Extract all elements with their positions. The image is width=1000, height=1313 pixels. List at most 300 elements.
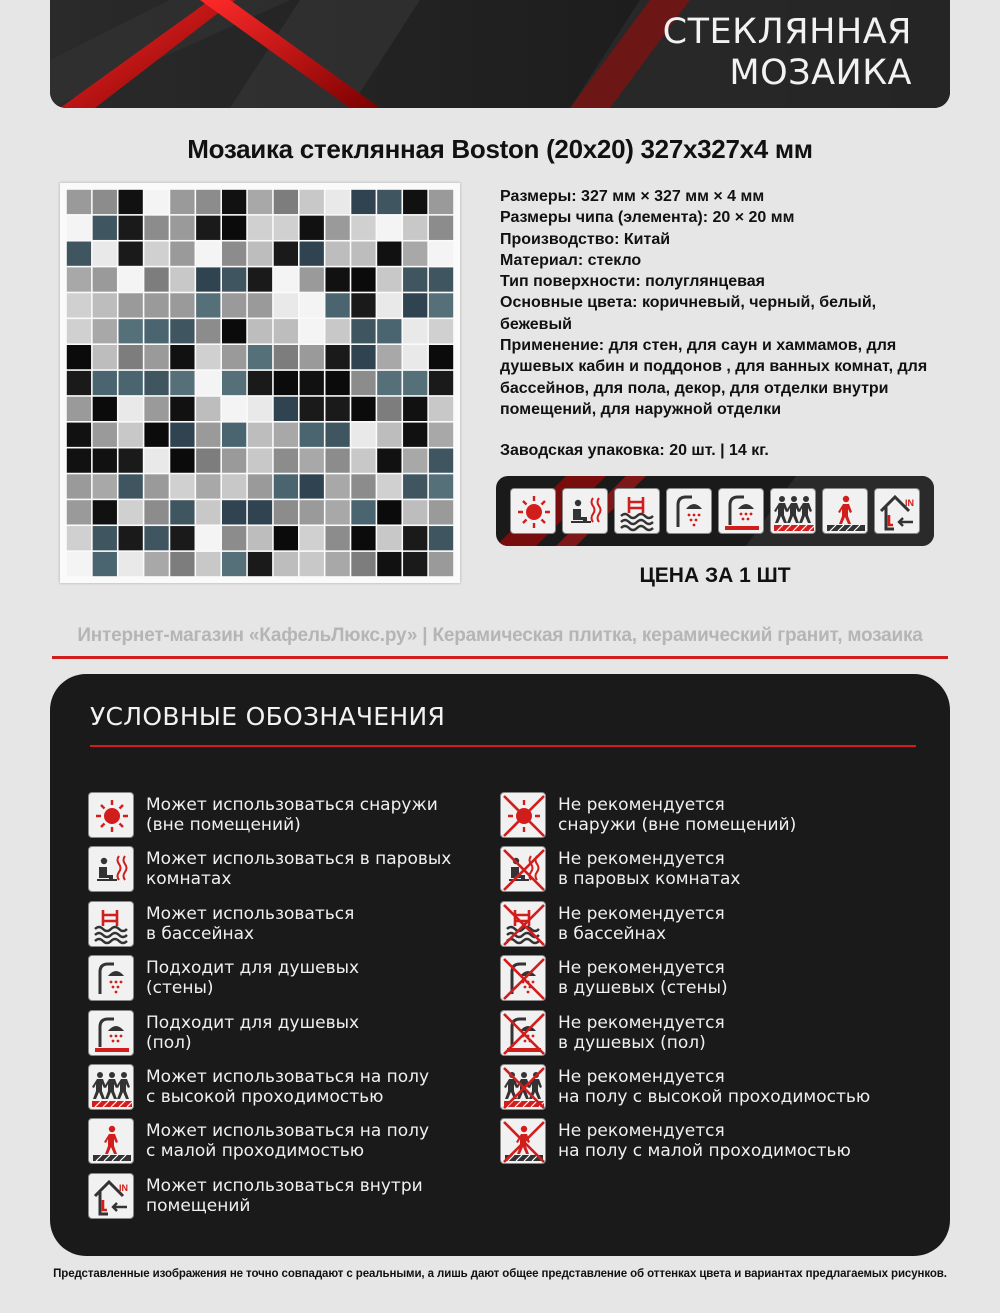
legend-text: Не рекомендуется снаружи (вне помещений) [558,795,797,835]
mosaic-chip [377,293,401,317]
mosaic-chip [325,345,349,369]
mosaic-chip [67,500,91,524]
mosaic-chip [170,242,194,266]
mosaic-chip [300,345,324,369]
legend-text: Не рекомендуется в душевых (пол) [558,1012,725,1053]
mosaic-chip [300,526,324,550]
mosaic-chip [300,448,324,472]
mosaic-chip [196,293,220,317]
mosaic-chip [325,190,349,214]
legend-text: Может использоваться в паровых комнатах [146,849,452,890]
mosaic-chip [170,319,194,343]
mosaic-chip [222,345,246,369]
mosaic-chip [351,397,375,421]
spec-line: бассейнов, для пола, декор, для отделки внутри [500,379,889,397]
mosaic-chip [429,526,453,550]
mosaic-chip [351,423,375,447]
legend-not-recommended-column [500,792,870,1173]
legend-item [500,1118,870,1172]
mosaic-chip [144,371,168,395]
spec-line: Материал: стекло [500,251,642,269]
mosaic-chip [274,267,298,291]
mosaic-chip [300,216,324,240]
mosaic-chip [170,345,194,369]
mosaic-chip [300,190,324,214]
mosaic-chip [300,397,324,421]
mosaic-chip [222,526,246,550]
mosaic-chip [222,190,246,214]
mosaic-chip [144,474,168,498]
mosaic-chip [403,242,427,266]
mosaic-chip [403,526,427,550]
mosaic-chip [170,448,194,472]
mosaic-chip [429,552,453,576]
mosaic-chip [196,267,220,291]
mosaic-chip [196,242,220,266]
legend-item [500,846,870,900]
mosaic-chip [377,319,401,343]
mosaic-chip [248,242,272,266]
spec-line: душевых кабин и поддонов , для ванных комнат, для [500,358,928,376]
mosaic-chip [93,500,117,524]
mosaic-chip [403,448,427,472]
mosaic-chip [196,397,220,421]
mosaic-chip [196,345,220,369]
mosaic-chip [196,500,220,524]
not-recommended-low-traffic-floor-icon [500,1118,546,1164]
mosaic-chip [377,423,401,447]
mosaic-chip [274,474,298,498]
mosaic-chip [170,423,194,447]
mosaic-chip [351,371,375,395]
mosaic-chip [196,319,220,343]
mosaic-chip [325,448,349,472]
mosaic-chip [351,216,375,240]
mosaic-chip [119,371,143,395]
mosaic-chip [222,371,246,395]
not-recommended-high-traffic-floor-icon [500,1064,546,1110]
mosaic-chip [144,500,168,524]
mosaic-chip [119,190,143,214]
mosaic-chip [403,423,427,447]
mosaic-chip [93,293,117,317]
mosaic-chip [119,267,143,291]
mosaic-chip [325,474,349,498]
mosaic-chip [274,423,298,447]
mosaic-chip [119,474,143,498]
legend-text: Может использоваться на полу с высокой проходимостью [146,1066,430,1107]
mosaic-chip [67,423,91,447]
mosaic-chip [119,552,143,576]
mosaic-chip [300,371,324,395]
mosaic-chip [248,423,272,447]
mosaic-chip [325,500,349,524]
legend-text: Подходит для душевых (стены) [146,958,360,999]
legend-text: Может использоваться внутри помещений [146,1175,423,1216]
shower-floor-icon [88,1010,134,1056]
mosaic-chip [67,319,91,343]
mosaic-chip [274,397,298,421]
legend-text: Не рекомендуется на полу с высокой проходимостью [558,1066,871,1107]
legend-text: Подходит для душевых (пол) [146,1012,360,1053]
mosaic-chip [67,190,91,214]
mosaic-chip [429,423,453,447]
mosaic-chip [429,190,453,214]
mosaic-chip [93,319,117,343]
legend-item [500,955,870,1009]
mosaic-chip [93,242,117,266]
mosaic-chip [93,267,117,291]
legend-item [500,792,870,846]
legend-text: Не рекомендуется на полу с малой проходимостью [558,1121,851,1162]
mosaic-chip [222,423,246,447]
spec-line: Применение: для стен, для саун и хаммамов, для [500,337,897,355]
mosaic-chip [351,500,375,524]
svg-text:IN: IN [905,498,914,508]
pool-icon [88,901,134,947]
mosaic-chip [67,216,91,240]
mosaic-chip [196,448,220,472]
packaging-info: Заводская упаковка: 20 шт. | 14 кг. [500,442,769,460]
disclaimer: Представленные изображения не точно совпадают с реальными, а лишь дают общее представление об оттенках цвета и вариантах предлагаемых рисунков. [53,1268,947,1280]
mosaic-chip [93,345,117,369]
legend-text: Не рекомендуется в паровых комнатах [558,849,741,890]
mosaic-chip [196,526,220,550]
legend-heading: УСЛОВНЫЕ ОБОЗНАЧЕНИЯ [90,702,446,731]
mosaic-chip [274,319,298,343]
mosaic-chip [170,267,194,291]
mosaic-chip [196,423,220,447]
mosaic-chip [325,552,349,576]
product-specs [500,186,940,462]
mosaic-chip [300,423,324,447]
mosaic-chip [170,552,194,576]
spec-line: помещений, для наружной отделки [500,400,782,418]
mosaic-chip [119,345,143,369]
mosaic-chip [119,423,143,447]
legend-text: Не рекомендуется в душевых (стены) [558,958,728,999]
mosaic-chip [222,267,246,291]
mosaic-chip [429,345,453,369]
mosaic-chip [119,397,143,421]
mosaic-chip [274,552,298,576]
mosaic-chip [248,345,272,369]
legend-item [88,901,451,955]
mosaic-chip [144,448,168,472]
mosaic-chip [170,293,194,317]
mosaic-chip [248,267,272,291]
spec-line: Основные цвета: коричневый, черный, белый, [500,294,877,312]
mosaic-chip [325,293,349,317]
mosaic-chip [351,448,375,472]
spec-line: Тип поверхности: полуглянцевая [500,273,766,291]
mosaic-chip [144,397,168,421]
legend-text: Не рекомендуется в бассейнах [558,903,725,944]
mosaic-chip [93,397,117,421]
mosaic-chip [93,216,117,240]
mosaic-chip [300,267,324,291]
mosaic-chip [351,526,375,550]
mosaic-chip [325,216,349,240]
not-recommended-pool-icon [500,901,546,947]
mosaic-chip [403,267,427,291]
outdoor-icon [88,792,134,838]
svg-text:IN: IN [119,1182,128,1193]
mosaic-chip [403,552,427,576]
mosaic-chip [429,216,453,240]
legend-divider [90,745,916,747]
mosaic-chip [429,293,453,317]
mosaic-chip [274,500,298,524]
mosaic-chip [119,500,143,524]
mosaic-chip [222,216,246,240]
pool-icon [614,488,660,534]
mosaic-chip [248,190,272,214]
spec-line: Размеры: 327 мм × 327 мм × 4 мм [500,188,765,205]
mosaic-chip [377,474,401,498]
mosaic-chip [67,371,91,395]
mosaic-chip [67,526,91,550]
mosaic-chip [351,190,375,214]
mosaic-chip [144,526,168,550]
mosaic-chip [170,190,194,214]
mosaic-chip [377,500,401,524]
mosaic-chip [403,500,427,524]
mosaic-chip [300,500,324,524]
product-title: Мозаика стеклянная Boston (20x20) 327x327x4 мм [187,134,813,164]
mosaic-chip [274,190,298,214]
banner-title-line2: МОЗАИКА [729,53,912,93]
mosaic-chip [222,474,246,498]
mosaic-chip [119,526,143,550]
mosaic-chip [144,423,168,447]
outdoor-icon [510,488,556,534]
mosaic-chip [274,242,298,266]
shower-wall-icon [88,955,134,1001]
mosaic-chip [248,397,272,421]
mosaic-chip [196,552,220,576]
legend-item [88,1118,451,1172]
mosaic-chip [351,319,375,343]
mosaic-chip [248,552,272,576]
mosaic-chip [377,371,401,395]
mosaic-chip [274,371,298,395]
mosaic-chip [119,293,143,317]
mosaic-chip [325,371,349,395]
mosaic-chip [325,423,349,447]
mosaic-chip [248,474,272,498]
mosaic-chip [93,526,117,550]
mosaic-chip [403,474,427,498]
mosaic-chip [170,526,194,550]
legend-item [88,792,451,846]
mosaic-chip [67,448,91,472]
mosaic-chip [403,397,427,421]
mosaic-chip [300,474,324,498]
mosaic-chip [248,319,272,343]
banner-title [663,12,912,94]
legend-item [500,1010,870,1064]
mosaic-chip [119,216,143,240]
mosaic-chip [196,474,220,498]
mosaic-chip [351,345,375,369]
banner-title-line1: СТЕКЛЯННАЯ [662,12,912,52]
not-recommended-outdoor-icon [500,792,546,838]
mosaic-chip [300,293,324,317]
mosaic-chip [377,190,401,214]
mosaic-chip [222,552,246,576]
mosaic-chip [351,267,375,291]
mosaic-chip [429,474,453,498]
mosaic-chip [93,552,117,576]
steam-room-icon [88,846,134,892]
mosaic-chip [274,216,298,240]
mosaic-chip [67,293,91,317]
high-traffic-floor-icon [770,488,816,534]
high-traffic-floor-icon [88,1064,134,1110]
mosaic-chip [403,216,427,240]
mosaic-chip [429,448,453,472]
mosaic-chip [429,267,453,291]
mosaic-chip [429,397,453,421]
mosaic-chip [222,319,246,343]
mosaic-chip [274,345,298,369]
not-recommended-shower-wall-icon [500,955,546,1001]
mosaic-chip [403,345,427,369]
mosaic-chip [222,448,246,472]
mosaic-chip [248,371,272,395]
mosaic-chip [300,242,324,266]
mosaic-chip [93,371,117,395]
mosaic-chip [170,216,194,240]
mosaic-chip [170,397,194,421]
mosaic-chip [325,397,349,421]
mosaic-chip [196,190,220,214]
mosaic-chip [377,242,401,266]
mosaic-chip [325,319,349,343]
mosaic-chip [351,293,375,317]
mosaic-chip [377,216,401,240]
mosaic-chip [274,293,298,317]
mosaic-chip [300,319,324,343]
mosaic-chip [300,552,324,576]
mosaic-chip [144,216,168,240]
legend-item [88,1010,451,1064]
mosaic-chip [119,319,143,343]
legend-text: Может использоваться в бассейнах [146,903,355,944]
mosaic-chip [222,397,246,421]
mosaic-chip [429,500,453,524]
mosaic-chip [377,397,401,421]
legend-item [88,955,451,1009]
mosaic-chip [144,552,168,576]
mosaic-chip [351,552,375,576]
shower-floor-icon [718,488,764,534]
mosaic-chip [93,474,117,498]
mosaic-chip [93,190,117,214]
legend-item [500,901,870,955]
low-traffic-floor-icon [822,488,868,534]
mosaic-chip [222,293,246,317]
mosaic-chip [144,242,168,266]
mosaic-chip [248,448,272,472]
legend-text: Может использоваться снаружи (вне помещений) [146,795,438,835]
not-recommended-shower-floor-icon [500,1010,546,1056]
mosaic-chip [93,448,117,472]
usage-icon-bar [496,476,934,546]
mosaic-chip [403,190,427,214]
mosaic-chip [196,216,220,240]
mosaic-chip [248,526,272,550]
legend-text: Может использоваться на полу с малой проходимостью [146,1121,430,1162]
not-recommended-steam-room-icon [500,846,546,892]
mosaic-chip [377,345,401,369]
mosaic-chip [222,500,246,524]
spec-line: Производство: Китай [500,230,671,248]
mosaic-chip [144,319,168,343]
legend-item [88,1064,451,1118]
mosaic-chip [170,500,194,524]
mosaic-chip [144,267,168,291]
mosaic-chip [67,345,91,369]
spec-line: Размеры чипа (элемента): 20 × 20 мм [500,209,795,227]
mosaic-chip [377,552,401,576]
mosaic-chip [67,552,91,576]
legend-panel [50,674,950,1256]
mosaic-chip [248,500,272,524]
legend-item [88,1173,451,1227]
mosaic-chip [325,242,349,266]
low-traffic-floor-icon [88,1118,134,1164]
legend-allowed-column [88,792,451,1227]
mosaic-chip [429,242,453,266]
mosaic-chip [248,293,272,317]
mosaic-chip [377,448,401,472]
mosaic-chip [274,448,298,472]
shower-wall-icon [666,488,712,534]
mosaic-chip [67,474,91,498]
mosaic-chip [429,371,453,395]
mosaic-chip [403,371,427,395]
top-banner [50,0,950,108]
mosaic-chip [196,371,220,395]
mosaic-chip [403,319,427,343]
mosaic-chip [170,474,194,498]
mosaic-chip [403,293,427,317]
mosaic-chip [351,474,375,498]
indoor-icon [88,1173,134,1219]
mosaic-chip [325,526,349,550]
spec-line: бежевый [500,315,572,333]
legend-item [88,846,451,900]
mosaic-chip [67,242,91,266]
product-photo [60,183,460,583]
price-label: ЦЕНА ЗА 1 ШТ [639,564,791,587]
mosaic-chip [144,190,168,214]
mosaic-chip [170,371,194,395]
mosaic-chip [119,448,143,472]
mosaic-chip [144,345,168,369]
mosaic-chip [248,216,272,240]
mosaic-chip [222,242,246,266]
mosaic-chip [93,423,117,447]
legend-item [500,1064,870,1118]
mosaic-chip [377,267,401,291]
mosaic-chip [429,319,453,343]
shop-tagline: Интернет-магазин «КафельЛюкс.ру» | Керамическая плитка, керамический гранит, мозаика [77,625,923,646]
mosaic-chip [325,267,349,291]
mosaic-chip [351,242,375,266]
